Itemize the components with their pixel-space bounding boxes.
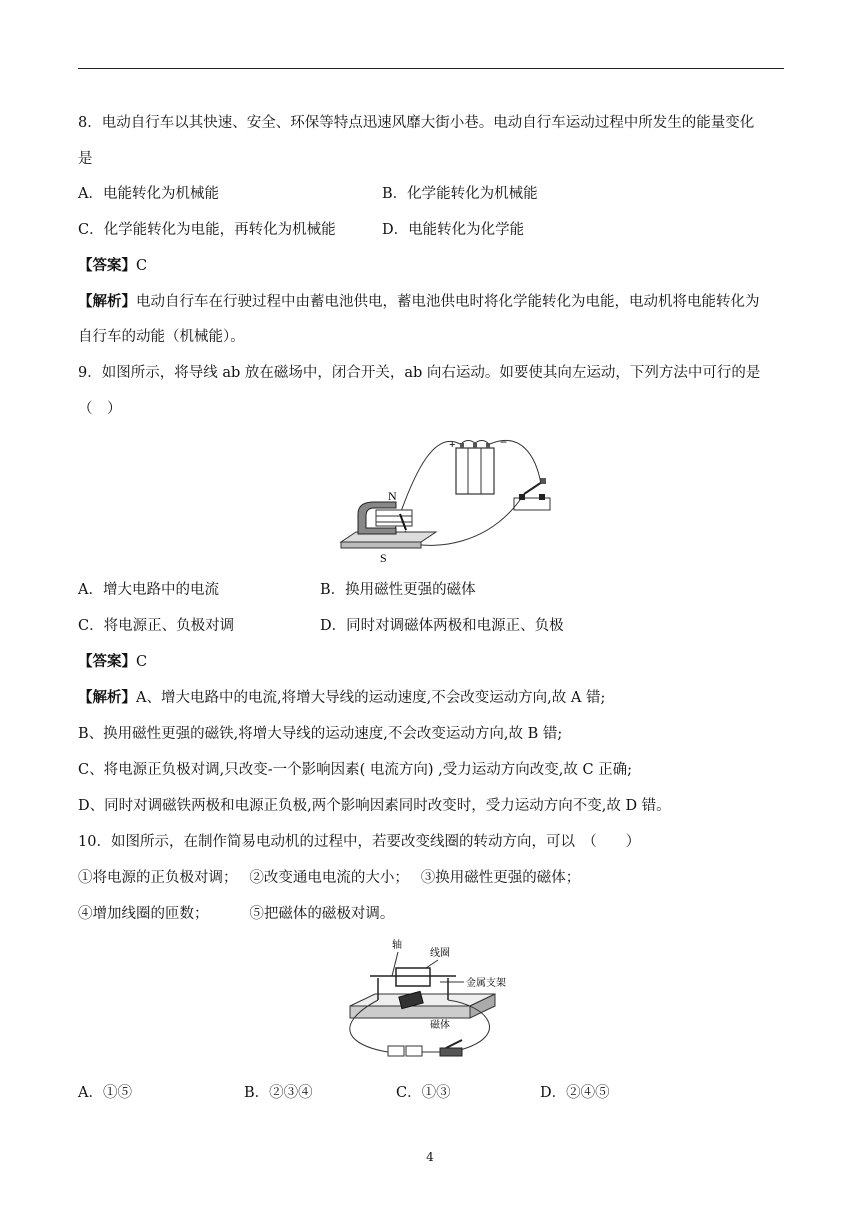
- q8-option-c: C．化学能转化为电能，再转化为机械能: [78, 222, 336, 238]
- s-pole-label: S: [380, 551, 387, 565]
- minus-label: −: [500, 436, 508, 449]
- battery-icon: [456, 441, 494, 495]
- q8-option-b: B．化学能转化为机械能: [382, 186, 538, 202]
- q9-analysis-line4: D、同时对调磁铁两极和电源正负极,两个影响因素同时改变时，受力运动方向不变,故 D 错。: [78, 798, 671, 814]
- coil-label: 线圈: [430, 948, 450, 959]
- q8-answer: [78, 256, 147, 276]
- answer-tag: 【答案】: [78, 653, 136, 670]
- q10-option-d: D．②④⑤: [540, 1085, 610, 1101]
- analysis-tag: 【解析】: [78, 689, 136, 706]
- analysis-text: A、增大电路中的电流,将增大导线的运动速度,不会改变运动方向,故 A 错;: [136, 690, 606, 706]
- plus-label: +: [449, 439, 456, 451]
- switch-icon: [514, 478, 550, 510]
- q8-analysis-line2: 自行车的动能（机械能）。: [78, 329, 245, 345]
- switch-icon: [440, 1040, 462, 1056]
- q8-option-d: D．电能转化为化学能: [382, 222, 525, 238]
- q9-option-b: B．换用磁性更强的磁体: [320, 582, 476, 598]
- q10-option-a: A．①⑤: [78, 1085, 132, 1101]
- q9-option-d: D．同时对调磁体两极和电源正、负极: [320, 618, 564, 634]
- magnet-label: 磁体: [430, 1020, 450, 1031]
- answer-tag: 【答案】: [78, 257, 136, 274]
- q8-analysis-line1: [78, 292, 760, 312]
- bracket-label: 金属支架: [466, 978, 506, 989]
- q10-items-line1: ①将电源的正负极对调； ②改变通电电流的大小； ③换用磁性更强的磁体；: [78, 870, 581, 886]
- q9-analysis-line2: B、换用磁性更强的磁铁,将增大导线的运动速度,不会改变运动方向,故 B 错;: [78, 726, 563, 742]
- q9-analysis-line3: C、将电源正负极对调,只改变-一个影响因素( 电流方向) ,受力运动方向改变,故 C 正确;: [78, 762, 633, 778]
- page-number: 4: [426, 1150, 434, 1164]
- axis-label: 轴: [392, 940, 402, 951]
- q9-stem-line2: （ ）: [78, 401, 122, 417]
- q10-stem-line1: 10．如图所示，在制作简易电动机的过程中，若要改变线圈的转动方向，可以 （ ）: [78, 834, 641, 850]
- q10-option-b: B．②③④: [244, 1085, 313, 1101]
- q9-option-a: A．增大电路中的电流: [78, 582, 219, 598]
- q10-items-line2: ④增加线圈的匝数； ⑤把磁体的磁极对调。: [78, 906, 395, 922]
- q9-option-c: C．将电源正、负极对调: [78, 618, 235, 634]
- analysis-tag: 【解析】: [78, 293, 136, 310]
- q8-stem-line2: 是: [78, 151, 93, 167]
- simple-motor-figure: [340, 936, 540, 1068]
- answer-value: C: [136, 258, 148, 274]
- q8-option-a: A．电能转化为机械能: [78, 186, 219, 202]
- motor-on-rails-figure: [336, 436, 556, 566]
- q8-stem-line1: 8．电动自行车以其快速、安全、环保等特点迅速风靡大街小巷。电动自行车运动过程中所发生的能量变化: [78, 115, 755, 131]
- motor-base-icon: [350, 994, 495, 1018]
- analysis-text: 电动自行车在行驶过程中由蓄电池供电，蓄电池供电时将化学能转化为电能，电动机将电能转化为: [136, 294, 760, 310]
- q10-option-c: C．①③: [396, 1085, 451, 1101]
- header-rule: [78, 68, 784, 69]
- answer-value: C: [136, 654, 148, 670]
- n-pole-label: N: [388, 489, 397, 503]
- q9-stem-line1: 9．如图所示，将导线 ab 放在磁场中，闭合开关，ab 向右运动。如要使其向左运动，下列方法中可行的是: [78, 365, 761, 381]
- battery-icon: [388, 1046, 422, 1056]
- magnet-base-icon: [341, 502, 436, 548]
- q9-answer: [78, 652, 147, 672]
- q9-analysis-line1: [78, 688, 605, 708]
